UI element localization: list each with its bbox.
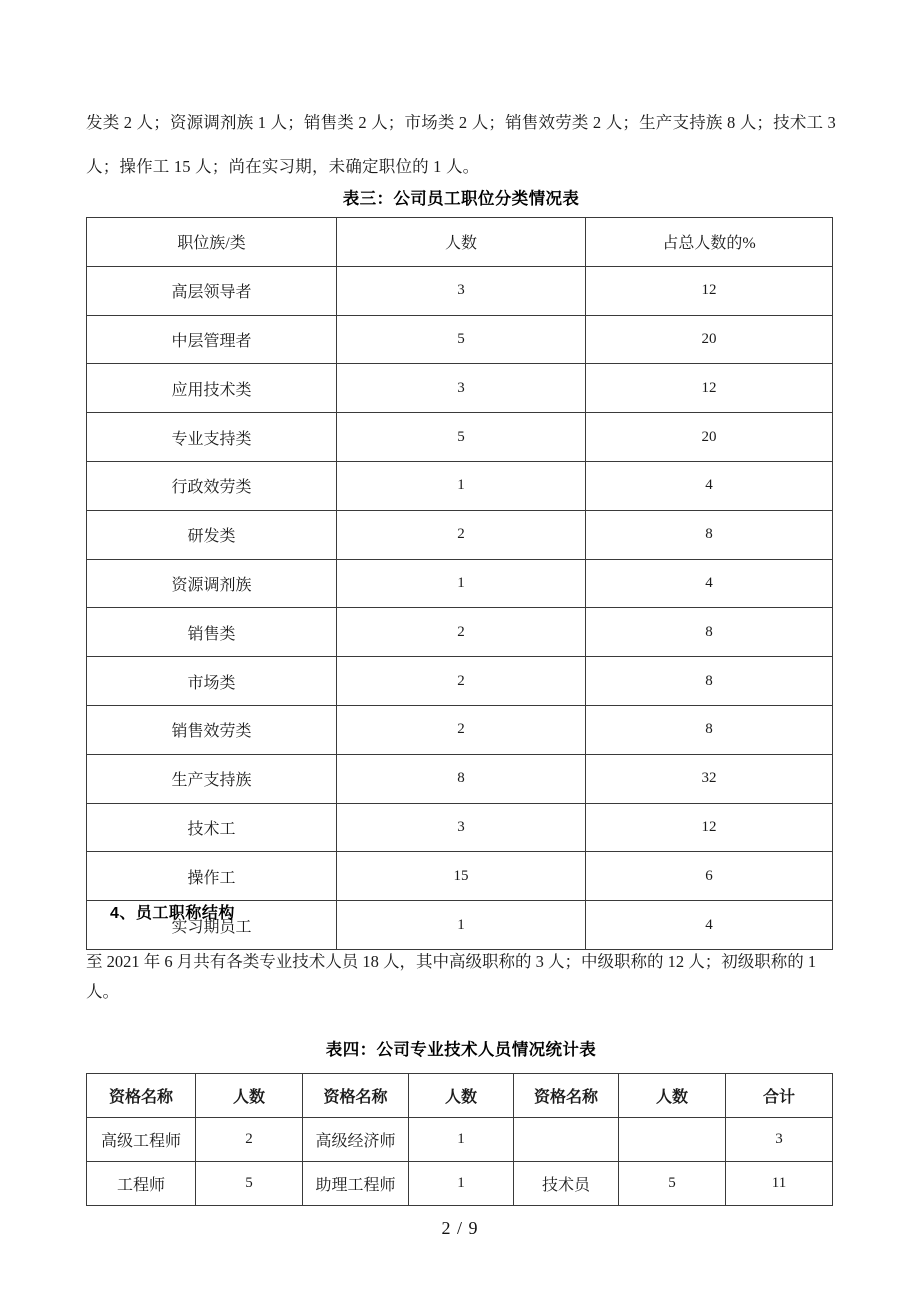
table-four-col-name3: 资格名称 bbox=[514, 1074, 619, 1118]
cell-category: 技术工 bbox=[87, 803, 337, 852]
cell-percent: 8 bbox=[586, 705, 833, 754]
cell-total: 11 bbox=[726, 1162, 833, 1206]
table-four-col-count3: 人数 bbox=[619, 1074, 726, 1118]
table-row bbox=[87, 266, 833, 315]
table-row-header bbox=[87, 1074, 833, 1118]
table-row bbox=[87, 315, 833, 364]
cell-count3 bbox=[619, 1118, 726, 1162]
table-row bbox=[87, 510, 833, 559]
table-four-col-count1: 人数 bbox=[196, 1074, 303, 1118]
cell-category: 生产支持族 bbox=[87, 754, 337, 803]
cell-percent: 32 bbox=[586, 754, 833, 803]
table-row bbox=[87, 803, 833, 852]
cell-percent: 8 bbox=[586, 657, 833, 706]
table-four-col-total: 合计 bbox=[726, 1074, 833, 1118]
cell-category: 销售类 bbox=[87, 608, 337, 657]
cell-percent: 12 bbox=[586, 266, 833, 315]
table-row bbox=[87, 852, 833, 901]
cell-count: 1 bbox=[337, 901, 586, 950]
cell-category: 实习期员工 bbox=[87, 901, 337, 950]
cell-count2: 1 bbox=[409, 1118, 514, 1162]
table-row bbox=[87, 559, 833, 608]
cell-count: 2 bbox=[337, 608, 586, 657]
table-four-col-count2: 人数 bbox=[409, 1074, 514, 1118]
cell-count: 15 bbox=[337, 852, 586, 901]
cell-category: 资源调剂族 bbox=[87, 559, 337, 608]
cell-count: 1 bbox=[337, 461, 586, 510]
cell-percent: 20 bbox=[586, 315, 833, 364]
cell-name2: 高级经济师 bbox=[303, 1118, 409, 1162]
table-four bbox=[86, 1073, 833, 1206]
cell-category: 行政效劳类 bbox=[87, 461, 337, 510]
cell-count2: 1 bbox=[409, 1162, 514, 1206]
cell-count3: 5 bbox=[619, 1162, 726, 1206]
cell-count: 1 bbox=[337, 559, 586, 608]
table-three-caption: 表三：公司员工职位分类情况表 bbox=[342, 190, 580, 208]
intro-paragraph: 发类 2 人；资源调剂族 1 人；销售类 2 人；市场类 2 人；销售效劳类 2 人；生产支持族 8 人；技术工 3 人；操作工 15 人；尚在实习期，未确定职位的 1 人。 bbox=[86, 112, 836, 176]
cell-category: 专业支持类 bbox=[87, 413, 337, 462]
cell-category: 高层领导者 bbox=[87, 266, 337, 315]
cell-percent: 8 bbox=[586, 608, 833, 657]
cell-name2: 助理工程师 bbox=[303, 1162, 409, 1206]
cell-count: 3 bbox=[337, 266, 586, 315]
cell-count: 2 bbox=[337, 510, 586, 559]
table-row bbox=[87, 608, 833, 657]
cell-percent: 20 bbox=[586, 413, 833, 462]
cell-name3: 技术员 bbox=[514, 1162, 619, 1206]
page-number-footer: 2 / 9 bbox=[441, 1218, 479, 1238]
table-four-caption: 表四：公司专业技术人员情况统计表 bbox=[325, 1041, 597, 1059]
cell-name1: 工程师 bbox=[87, 1162, 196, 1206]
table-row bbox=[87, 413, 833, 462]
cell-category: 中层管理者 bbox=[87, 315, 337, 364]
cell-category: 研发类 bbox=[87, 510, 337, 559]
table-row bbox=[87, 364, 833, 413]
cell-percent: 12 bbox=[586, 364, 833, 413]
cell-count: 2 bbox=[337, 657, 586, 706]
table-three-col-count: 人数 bbox=[337, 218, 586, 267]
cell-percent: 4 bbox=[586, 559, 833, 608]
table-row bbox=[87, 461, 833, 510]
cell-percent: 12 bbox=[586, 803, 833, 852]
table-row bbox=[87, 1118, 833, 1162]
cell-percent: 6 bbox=[586, 852, 833, 901]
cell-count: 8 bbox=[337, 754, 586, 803]
cell-percent: 4 bbox=[586, 901, 833, 950]
cell-count1: 2 bbox=[196, 1118, 303, 1162]
table-four-col-name1: 资格名称 bbox=[87, 1074, 196, 1118]
table-row bbox=[87, 754, 833, 803]
section-heading-4: 4、员工职称结构 bbox=[110, 905, 235, 922]
cell-category: 销售效劳类 bbox=[87, 705, 337, 754]
cell-name1: 高级工程师 bbox=[87, 1118, 196, 1162]
cell-count: 5 bbox=[337, 413, 586, 462]
cell-category: 应用技术类 bbox=[87, 364, 337, 413]
table-three-col-percent: 占总人数的% bbox=[586, 218, 833, 267]
table-row bbox=[87, 1162, 833, 1206]
table-four-col-name2: 资格名称 bbox=[303, 1074, 409, 1118]
cell-count: 3 bbox=[337, 364, 586, 413]
cell-count: 2 bbox=[337, 705, 586, 754]
cell-category: 操作工 bbox=[87, 852, 337, 901]
cell-category: 市场类 bbox=[87, 657, 337, 706]
table-three-col-category: 职位族/类 bbox=[87, 218, 337, 267]
cell-count: 3 bbox=[337, 803, 586, 852]
zhicheng-paragraph: 至 2021 年 6 月共有各类专业技术人员 18 人，其中高级职称的 3 人；中级职称的 12 人；初级职称的 1 人。 bbox=[86, 951, 817, 1001]
table-three bbox=[86, 217, 833, 950]
cell-total: 3 bbox=[726, 1118, 833, 1162]
cell-percent: 4 bbox=[586, 461, 833, 510]
cell-name3 bbox=[514, 1118, 619, 1162]
table-row bbox=[87, 657, 833, 706]
cell-count1: 5 bbox=[196, 1162, 303, 1206]
cell-percent: 8 bbox=[586, 510, 833, 559]
table-row-header bbox=[87, 218, 833, 267]
table-row bbox=[87, 705, 833, 754]
cell-count: 5 bbox=[337, 315, 586, 364]
